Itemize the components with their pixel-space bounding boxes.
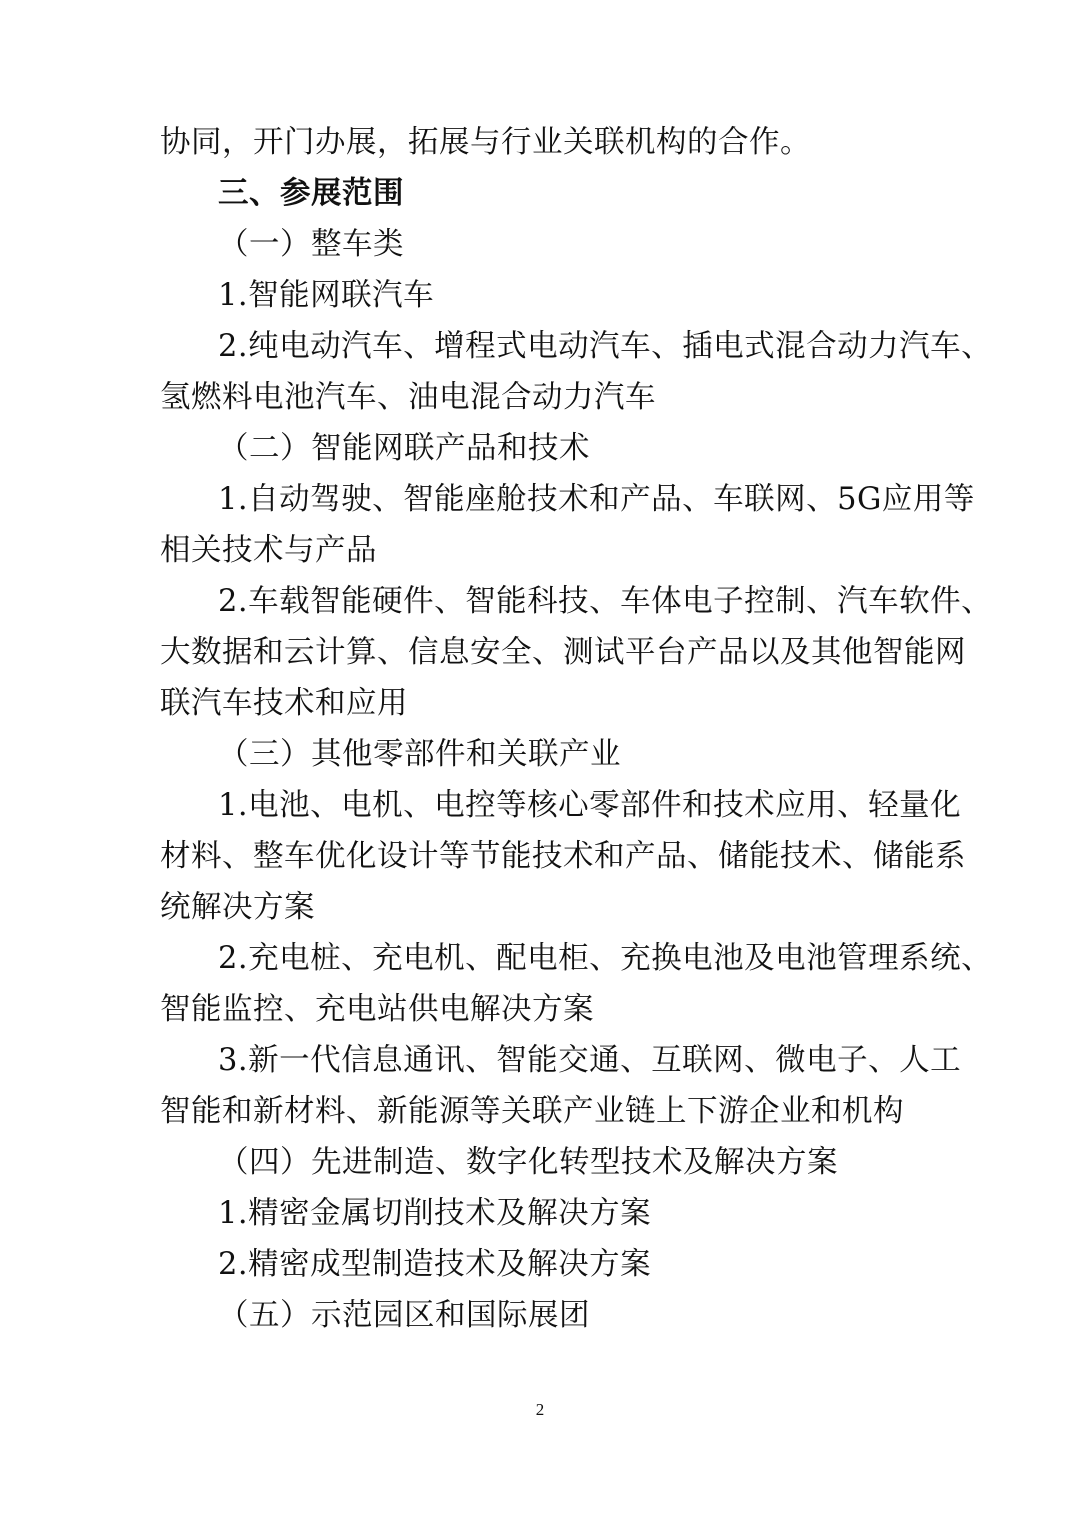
body-line-continuation: 协同，开门办展，拓展与行业关联机构的合作。 [160,125,811,160]
list-item-continuation: 智能监控、充电站供电解决方案 [160,992,594,1027]
list-item: 2.车载智能硬件、智能科技、车体电子控制、汽车软件、 [218,584,993,619]
list-item-continuation: 联汽车技术和应用 [160,686,408,721]
list-item: 1.智能网联汽车 [218,278,435,313]
list-item-continuation: 智能和新材料、新能源等关联产业链上下游企业和机构 [160,1094,904,1129]
document-body [160,117,993,1341]
list-item: 2.充电桩、充电机、配电柜、充换电池及电池管理系统、 [218,941,993,976]
subsection-heading-manufacturing: （四）先进制造、数字化转型技术及解决方案 [218,1145,838,1180]
subsection-heading-vehicles: （一）整车类 [218,227,404,262]
subsection-heading-demo-parks: （五）示范园区和国际展团 [218,1298,590,1333]
list-item: 2.精密成型制造技术及解决方案 [218,1247,652,1282]
section-heading-scope: 三、参展范围 [218,175,404,211]
subsection-heading-components: （三）其他零部件和关联产业 [218,737,621,772]
list-item-continuation: 材料、整车优化设计等节能技术和产品、储能技术、储能系 [160,839,966,874]
list-item-continuation: 相关技术与产品 [160,533,377,568]
list-item: 3.新一代信息通讯、智能交通、互联网、微电子、人工 [218,1043,962,1078]
list-item: 1.电池、电机、电控等核心零部件和技术应用、轻量化 [218,788,962,823]
list-item-continuation: 统解决方案 [160,890,315,925]
list-item: 1.精密金属切削技术及解决方案 [218,1196,652,1231]
page-number: 2 [535,1400,545,1419]
list-item-continuation: 大数据和云计算、信息安全、测试平台产品以及其他智能网 [160,635,966,670]
list-item: 2.纯电动汽车、增程式电动汽车、插电式混合动力汽车、 [218,329,993,364]
list-item-continuation: 氢燃料电池汽车、油电混合动力汽车 [160,380,656,415]
list-item: 1.自动驾驶、智能座舱技术和产品、车联网、5G应用等 [218,482,975,517]
subsection-heading-connected-products: （二）智能网联产品和技术 [218,431,590,466]
